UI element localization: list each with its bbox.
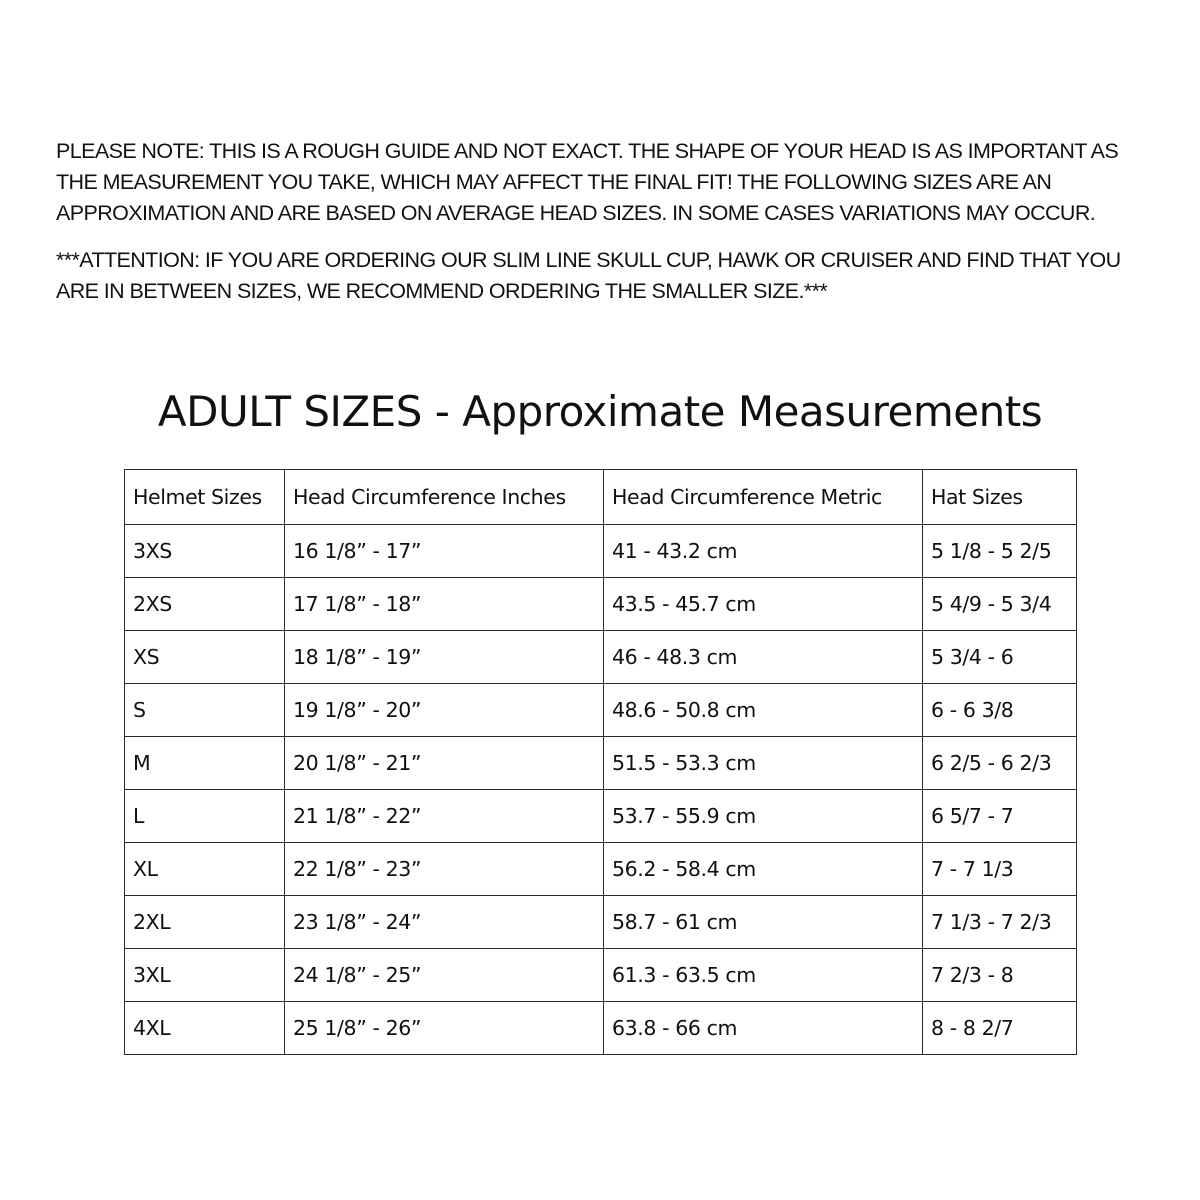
hat-size-cell: 6 5/7 - 7 (923, 790, 1077, 843)
hat-size-cell: 7 1/3 - 7 2/3 (923, 896, 1077, 949)
inches-cell: 22 1/8” - 23” (285, 843, 604, 896)
hat-size-cell: 7 - 7 1/3 (923, 843, 1077, 896)
hat-size-cell: 5 3/4 - 6 (923, 631, 1077, 684)
table-row (125, 631, 1077, 684)
helmet-size-cell: M (125, 737, 285, 790)
metric-cell: 46 - 48.3 cm (604, 631, 923, 684)
inches-cell: 19 1/8” - 20” (285, 684, 604, 737)
helmet-size-cell: XS (125, 631, 285, 684)
helmet-size-cell: 3XL (125, 949, 285, 1002)
hat-size-cell: 6 2/5 - 6 2/3 (923, 737, 1077, 790)
size-table (124, 469, 1077, 1055)
table-row (125, 684, 1077, 737)
metric-cell: 51.5 - 53.3 cm (604, 737, 923, 790)
hat-size-cell: 5 4/9 - 5 3/4 (923, 578, 1077, 631)
helmet-size-cell: L (125, 790, 285, 843)
hat-size-cell: 7 2/3 - 8 (923, 949, 1077, 1002)
header-head-circumference-inches: Head Circumference Inches (285, 470, 604, 525)
table-row (125, 843, 1077, 896)
helmet-size-cell: 2XL (125, 896, 285, 949)
page-title: ADULT SIZES - Approximate Measurements (157, 387, 1043, 436)
hat-size-cell: 6 - 6 3/8 (923, 684, 1077, 737)
table-row (125, 578, 1077, 631)
metric-cell: 63.8 - 66 cm (604, 1002, 923, 1055)
table-header-row (125, 470, 1077, 525)
helmet-size-cell: 3XS (125, 525, 285, 578)
table-row (125, 1002, 1077, 1055)
metric-cell: 58.7 - 61 cm (604, 896, 923, 949)
helmet-size-cell: 2XS (125, 578, 285, 631)
inches-cell: 16 1/8” - 17” (285, 525, 604, 578)
table-row (125, 737, 1077, 790)
metric-cell: 48.6 - 50.8 cm (604, 684, 923, 737)
metric-cell: 41 - 43.2 cm (604, 525, 923, 578)
metric-cell: 61.3 - 63.5 cm (604, 949, 923, 1002)
inches-cell: 23 1/8” - 24” (285, 896, 604, 949)
hat-size-cell: 8 - 8 2/7 (923, 1002, 1077, 1055)
metric-cell: 43.5 - 45.7 cm (604, 578, 923, 631)
inches-cell: 25 1/8” - 26” (285, 1002, 604, 1055)
helmet-size-cell: 4XL (125, 1002, 285, 1055)
inches-cell: 21 1/8” - 22” (285, 790, 604, 843)
helmet-size-cell: S (125, 684, 285, 737)
metric-cell: 53.7 - 55.9 cm (604, 790, 923, 843)
header-helmet-sizes: Helmet Sizes (125, 470, 285, 525)
inches-cell: 18 1/8” - 19” (285, 631, 604, 684)
inches-cell: 20 1/8” - 21” (285, 737, 604, 790)
table-row (125, 790, 1077, 843)
inches-cell: 17 1/8” - 18” (285, 578, 604, 631)
header-head-circumference-metric: Head Circumference Metric (604, 470, 923, 525)
helmet-size-cell: XL (125, 843, 285, 896)
inches-cell: 24 1/8” - 25” (285, 949, 604, 1002)
table-row (125, 525, 1077, 578)
metric-cell: 56.2 - 58.4 cm (604, 843, 923, 896)
attention-note: ***ATTENTION: IF YOU ARE ORDERING OUR SLIM LINE SKULL CUP, HAWK OR CRUISER AND FIND THAT YOU ARE IN BETWEEN SIZES, WE RECOMMEND ORDERING THE SMALLER SIZE.*** (56, 248, 1121, 303)
disclaimer-note: PLEASE NOTE: THIS IS A ROUGH GUIDE AND NOT EXACT. THE SHAPE OF YOUR HEAD IS AS IMPORTANT AS THE MEASUREMENT YOU TAKE, WHICH MAY AFFECT THE FINAL FIT! THE FOLLOWING SIZES ARE AN APPROXIMATION AND ARE BASED ON AVERAGE HEAD SIZES. IN SOME CASES VARIATIONS MAY OCCUR. (56, 139, 1119, 225)
table-row (125, 896, 1077, 949)
header-hat-sizes: Hat Sizes (923, 470, 1077, 525)
hat-size-cell: 5 1/8 - 5 2/5 (923, 525, 1077, 578)
table-row (125, 949, 1077, 1002)
